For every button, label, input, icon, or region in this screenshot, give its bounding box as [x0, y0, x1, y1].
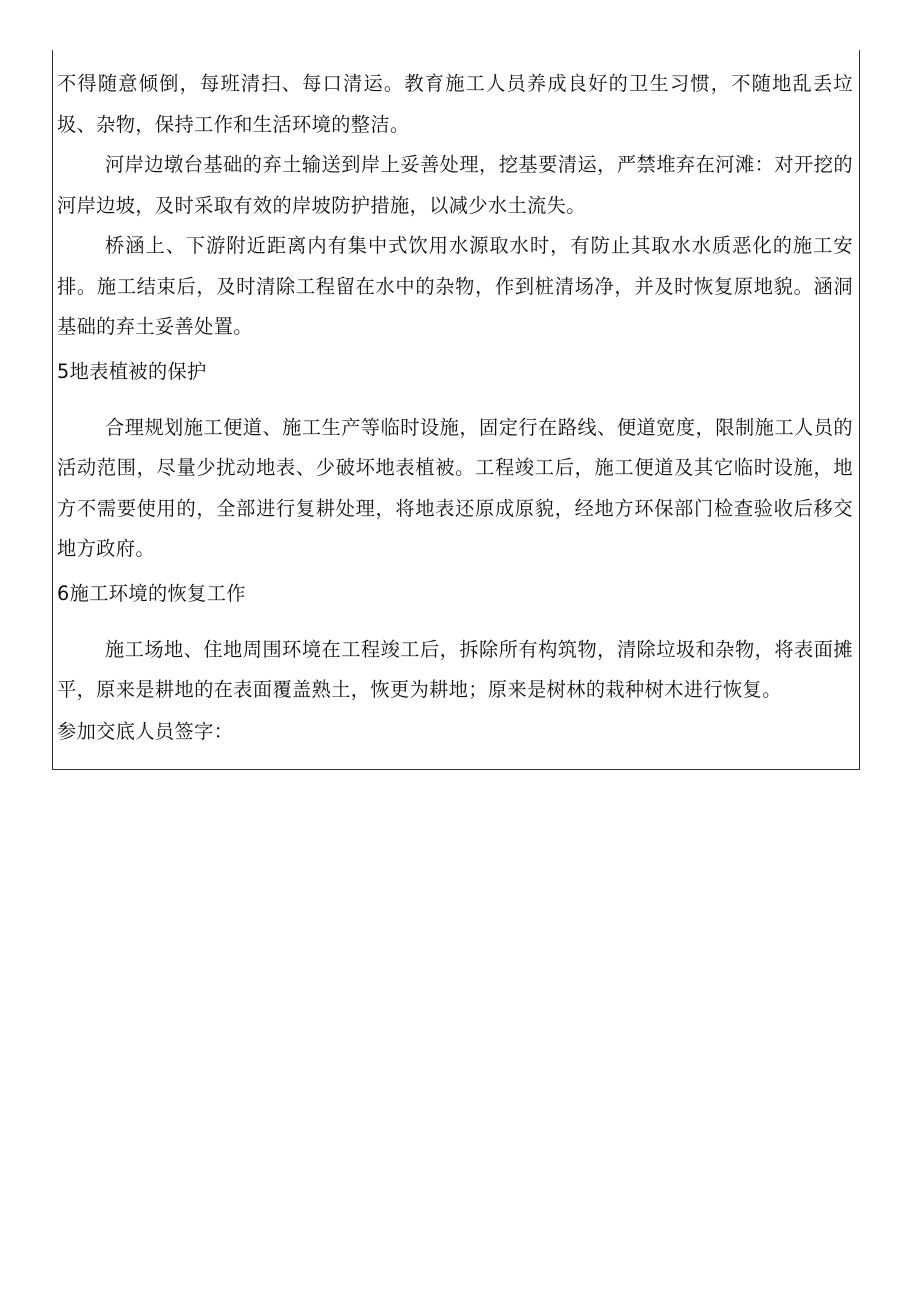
paragraph-vegetation: 合理规划施工便道、施工生产等临时设施，固定行在路线、便道宽度，限制施工人员的活动范围，尽量少扰动地表、少破坏地表植被。工程竣工后，施工便道及其它临时设施，地方不需要使用的，全部进行复耕处理，将地表还原成原貌，经地方环保部门检查验收后移交地方政府。 — [57, 415, 853, 560]
signature-label: 参加交底人员签字： — [57, 719, 234, 743]
paragraph-riverbank-spoil: 河岸边墩台基础的弃土输送到岸上妥善处理，挖基要清运，严禁堆弃在河滩：对开挖的河岸边坡，及时采取有效的岸坡防护措施，以减少水土流失。 — [57, 153, 853, 217]
section-heading-vegetation: 5地表植被的保护 — [57, 359, 207, 383]
document-table-cell — [52, 50, 860, 770]
document-content — [57, 64, 853, 747]
section-heading-restoration: 6施工环境的恢复工作 — [57, 581, 246, 605]
paragraph-sanitation: 不得随意倾倒，每班清扫、每口清运。教育施工人员养成良好的卫生习惯，不随地乱丢垃圾、杂物，保持工作和生活环境的整洁。 — [57, 72, 853, 136]
paragraph-water-source: 桥涵上、下游附近距离内有集中式饮用水源取水时，有防止其取水水质恶化的施工安排。施工结束后，及时清除工程留在水中的杂物，作到桩清场净，并及时恢复原地貌。涵洞基础的弃土妥善处置。 — [57, 234, 853, 338]
paragraph-restoration: 施工场地、住地周围环境在工程竣工后，拆除所有构筑物，清除垃圾和杂物，将表面摊平，原来是耕地的在表面覆盖熟土，恢更为耕地；原来是树林的栽种树木进行恢复。 — [57, 637, 853, 701]
